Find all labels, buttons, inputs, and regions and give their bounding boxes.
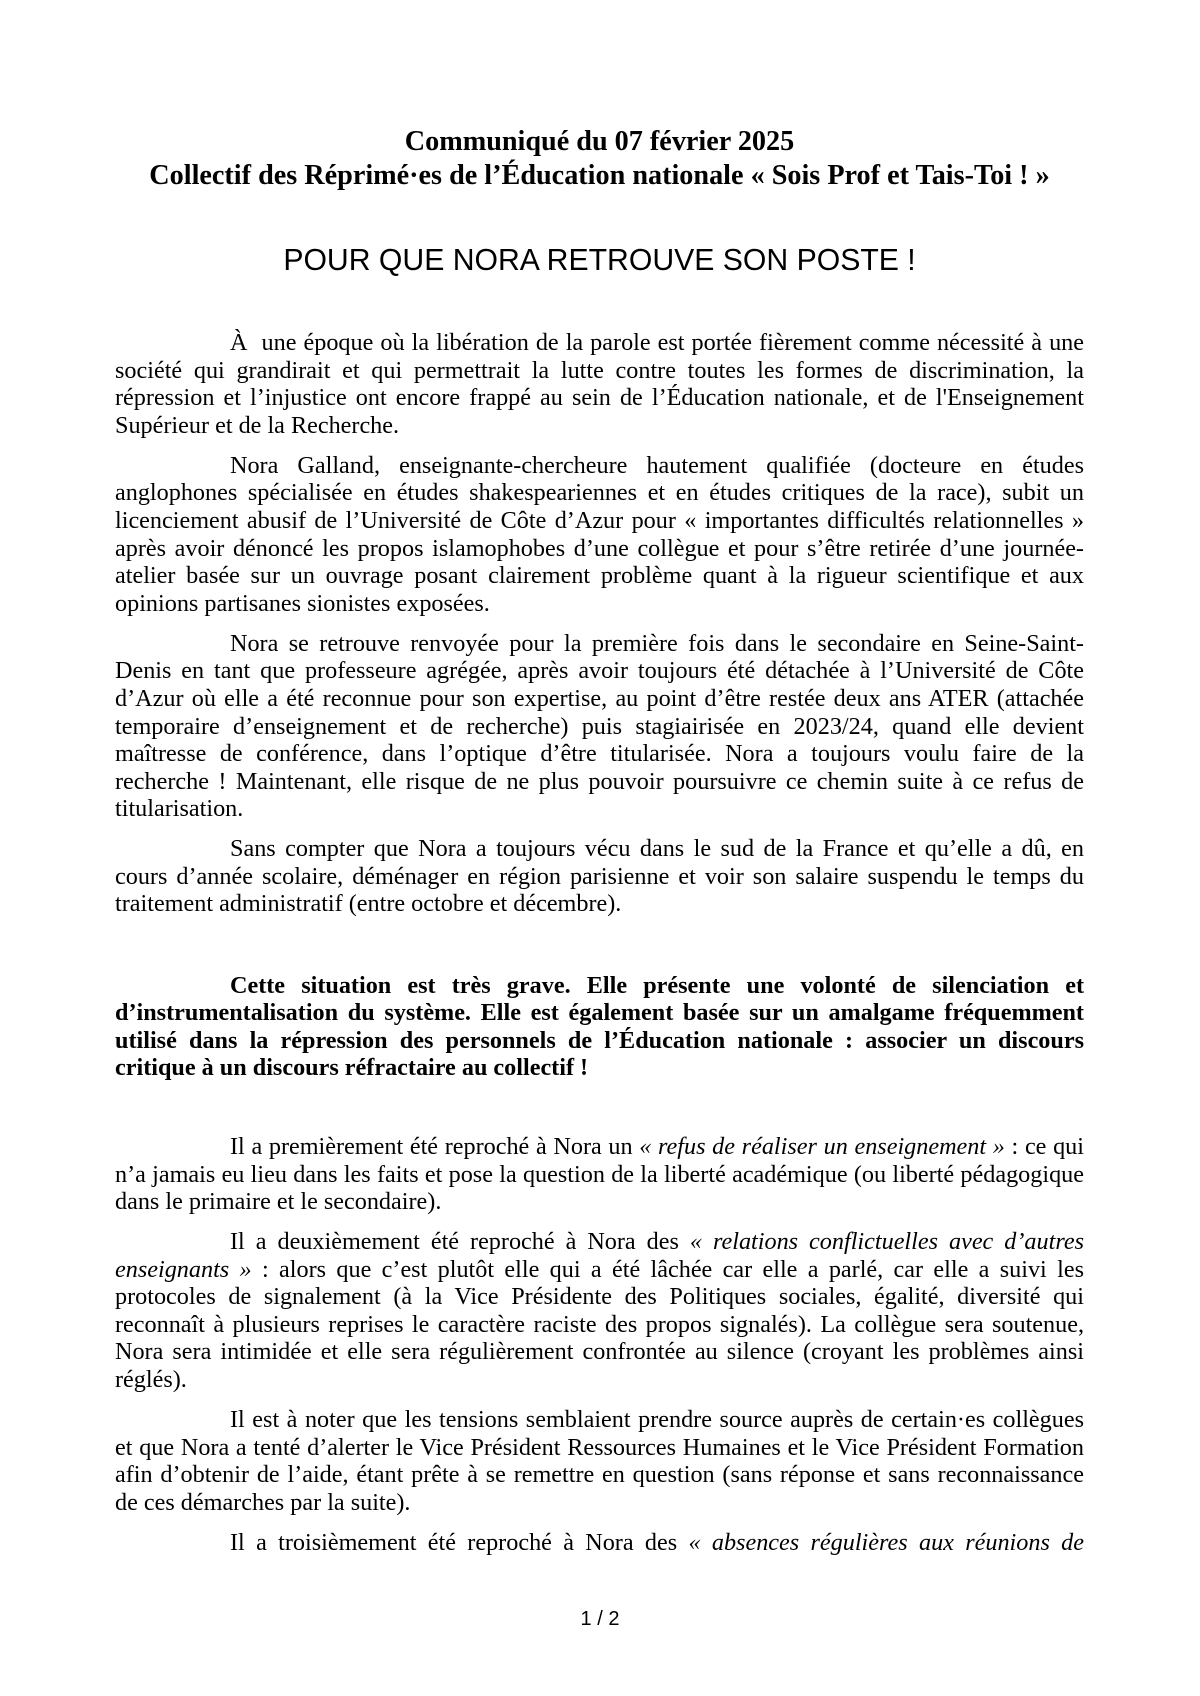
document-title: POUR QUE NORA RETROUVE SON POSTE ! xyxy=(283,244,916,277)
reproach-3-quote: « absences régulières aux réunions de xyxy=(688,1528,1084,1556)
page-number: 1 / 2 xyxy=(580,1608,620,1630)
paragraph-reproach-3 xyxy=(115,1529,1084,1557)
paragraph-reproach-2 xyxy=(115,1228,1084,1394)
reproach-2-text: : alors que c’est plutôt elle qui a été lâchée car elle a parlé, car elle a suivi les protocoles de signalement (à la Vice Présidente des Politiques sociales, égalité, diversité qui reconnaît à plusieurs reprises le caractère raciste des propos signalés). La collègue sera soutenue, Nora sera intimidée et elle sera régulièrement confrontée au silence (croyant les problèmes ainsi réglés). xyxy=(115,1255,1084,1394)
paragraph-career: Nora se retrouve renvoyée pour la première fois dans le secondaire en Seine-Saint-Denis en tant que professeure agrégée, après avoir toujours été détachée à l’Université de Côte d’Azur où elle a été reconnue pour son expertise, au point d’être restée deux ans ATER (attachée temporaire d’enseignement et de recherche) puis stagiairisée en 2023/24, quand elle devient maîtresse de conférence, dans l’optique d’être titularisée. Nora a toujours voulu faire de la recherche ! Maintenant, elle risque de ne plus pouvoir poursuivre ce chemin suite à ce refus de titularisation. xyxy=(115,629,1084,823)
paragraph-reproach-1 xyxy=(115,1133,1084,1216)
paragraph-tensions-note: Il est à noter que les tensions semblaient prendre source auprès de certain·es collègues et que Nora a tenté d’alerter le Vice Président Ressources Humaines et le Vice Président Formation afin d’obtenir de l’aide, étant prête à se remettre en question (sans réponse et sans reconnaissance de ces démarches par la suite). xyxy=(115,1406,1084,1516)
paragraph-context: À une époque où la libération de la parole est portée fièrement comme nécessité à une société qui grandirait et qui permettrait la lutte contre toutes les formes de discrimination, la répression et l’injustice ont encore frappé au sein de l’Éducation nationale, et de l'Enseignement Supérieur et de la Recherche. xyxy=(115,329,1091,439)
paragraph-statement: Cette situation est très grave. Elle présente une volonté de silenciation et d’instrumentalisation du système. Elle est également basée sur un amalgame fréquemment utilisé dans la répression des personnels de l’Éducation nationale : associer un discours critique à un discours réfractaire au collectif ! xyxy=(115,971,1084,1082)
press-release-header xyxy=(115,125,1084,192)
reproach-1-quote: « refus de réaliser un enseignement » xyxy=(639,1132,1005,1160)
reproach-1-intro: Il a premièrement été reproché à Nora un xyxy=(230,1132,640,1160)
paragraph-dismissal: Nora Galland, enseignante-chercheure hautement qualifiée (docteure en études anglophones spécialisée en études shakespeariennes et en études critiques de la race), subit un licenciement abusif de l’Université de Côte d’Azur pour « importantes difficultés relationnelles » après avoir dénoncé les propos islamophobes d’une collègue et pour s’être retirée d’une journée-atelier basée sur un ouvrage posant clairement problème quant à la rigueur scientifique et aux opinions partisanes sionistes exposées. xyxy=(115,451,1084,617)
collective-name-line: Collectif des Réprimé·es de l’Éducation nationale « Sois Prof et Tais-Toi ! » xyxy=(149,159,1050,191)
reproach-2-quote: « relations conflictuelles avec d’autres enseignants » xyxy=(115,1228,1084,1283)
reproach-2-intro: Il a deuxièmement été reproché à Nora des xyxy=(230,1228,690,1256)
reproach-1-text: : ce qui n’a jamais eu lieu dans les faits et pose la question de la liberté académique (ou liberté pédagogique dans le primaire et le secondaire). xyxy=(115,1132,1084,1216)
reproach-3-intro: Il a troisièmement été reproché à Nora des xyxy=(230,1528,689,1556)
document-body xyxy=(115,329,1091,1569)
paragraph-relocation: Sans compter que Nora a toujours vécu dans le sud de la France et qu’elle a dû, en cours d’année scolaire, déménager en région parisienne et voir son salaire suspendu le temps du traitement administratif (entre octobre et décembre). xyxy=(115,835,1084,918)
release-date-line: Communiqué du 07 février 2025 xyxy=(404,126,795,157)
